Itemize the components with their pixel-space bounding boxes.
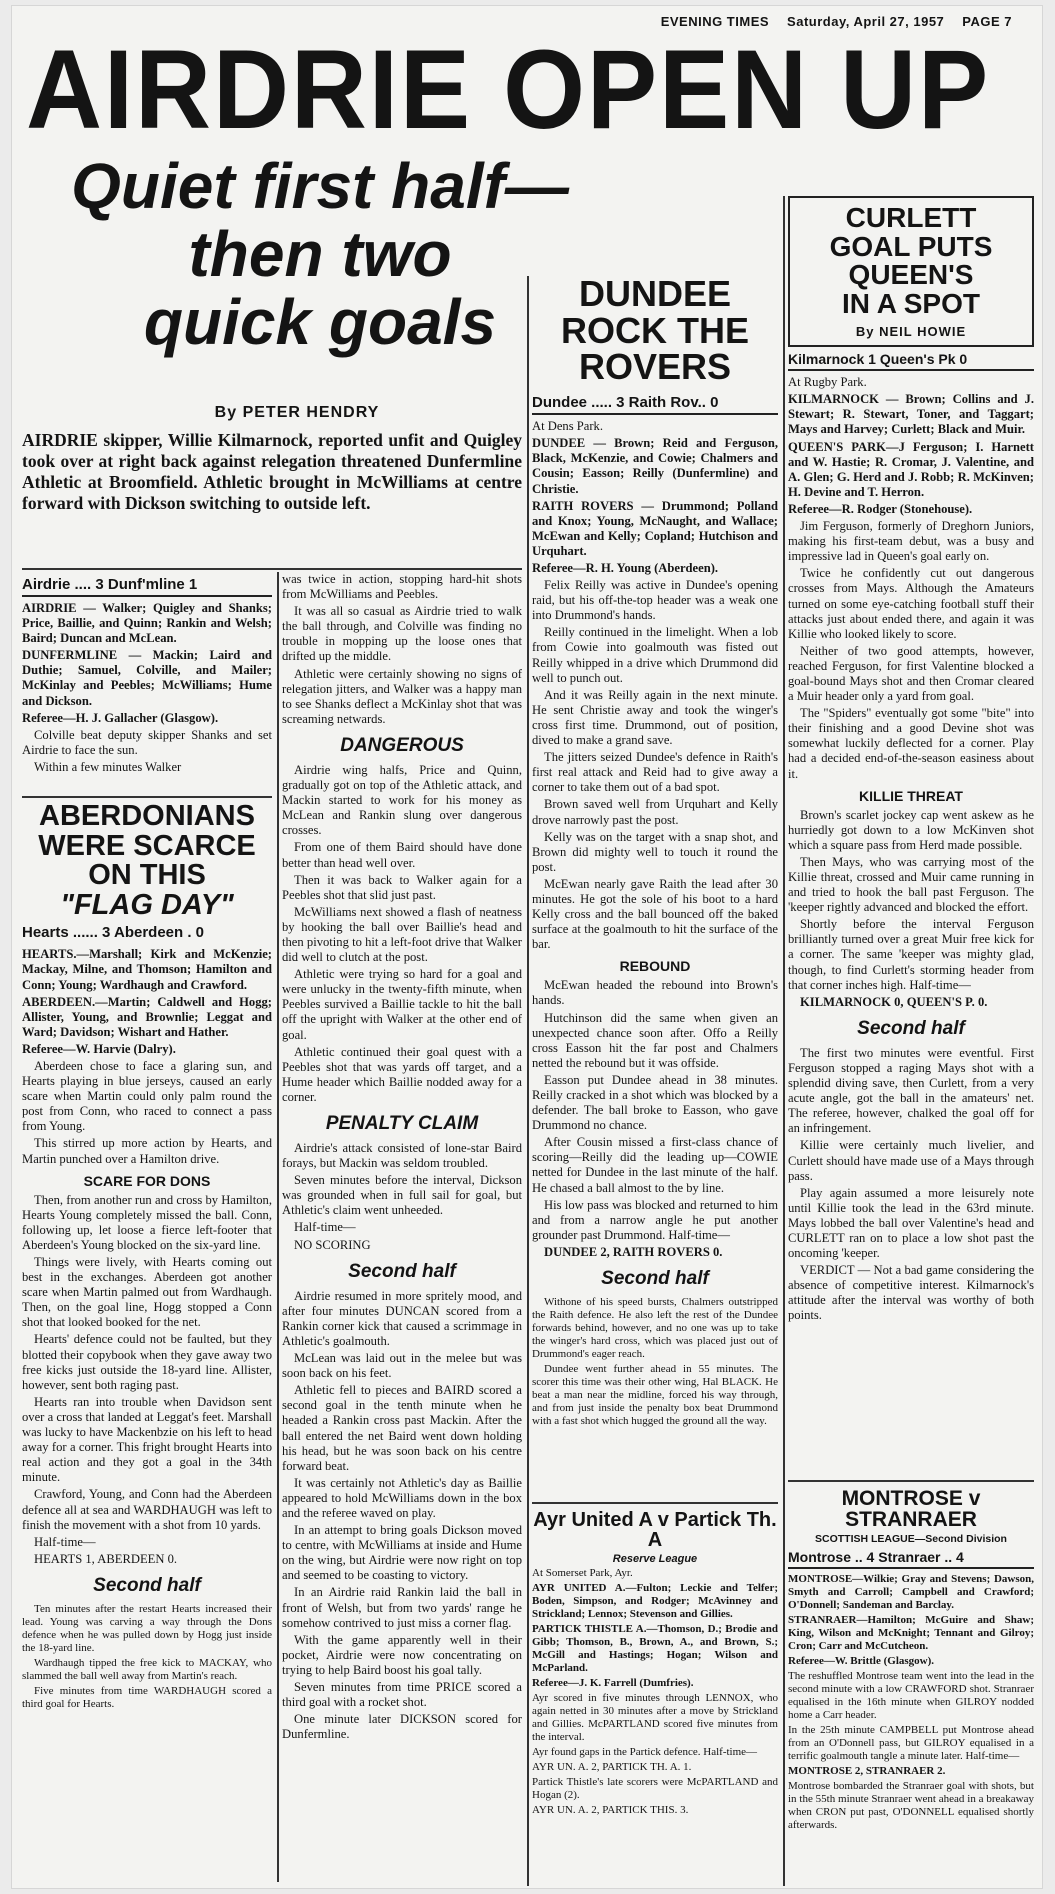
lead-intro-text: AIRDRIE skipper, Willie Kilmarnock, reported unfit and Quigley took over at right back against relegation threatened Dunfermline Athletic at Broomfield. Athletic brought in McWilliams at centre forward with Dickson switching to outside left. — [22, 430, 522, 513]
dundee-paragraph: Reilly continued in the limelight. When a lob from Cowie into goalmouth was fisted out Reilly whipped in a drive which Drummond did well to punch out. — [532, 625, 778, 685]
lead-halftime-result: NO SCORING — [294, 1237, 371, 1252]
curlett-paragraph: Shortly before the interval Ferguson brilliantly turned over a great Muir free kick for a corner. The same 'keeper was mighty glad, though, to find Curlett's storming header from that corner inches high. Half-time— — [788, 917, 1034, 992]
lead-halftime-label: Half-time— — [294, 1220, 356, 1235]
aberdeen-referee: Referee—W. Harvie (Dalry). — [22, 1041, 176, 1056]
dundee-paragraph: Brown saved well from Urquhart and Kelly drove narrowly past the post. — [532, 797, 778, 827]
curlett-paragraph: Twice he confidently cut out dangerous crosses from Mays. Although the Amateurs turned on some eye-catching football stuff their attacks just about ended there, and again it was Killie who looked likely to score. — [788, 566, 1034, 641]
curlett-paragraph: Brown's scarlet jockey cap went askew as he hurriedly got down to a low McKinven shot which a square pass from Herd made possible. — [788, 807, 1034, 852]
aberdeen-score: Hearts ...... 3 Aberdeen . 0 — [22, 924, 205, 942]
banner-headline: AIRDRIE OPEN UP — [26, 27, 991, 152]
column-rule — [277, 572, 279, 1882]
curlett-lineup-queens-park: QUEEN'S PARK—J Ferguson; I. Harnett and W. Hastie; R. Cromar, J. Valentine, and A. Glen; G. Herd and J. Robb; R. McKinven; H. Devine and T. Herron. — [788, 439, 1034, 499]
montrose-referee: Referee—W. Brittle (Glasgow). — [788, 1654, 935, 1667]
page-number: PAGE 7 — [962, 13, 1012, 29]
montrose-top-rule — [788, 1480, 1034, 1482]
aberdeen-paragraph: Aberdeen chose to face a glaring sun, and Hearts playing in blue jerseys, caused an early scare when Martin could only palm round the post from Conn, who raced to connect a pass from Young. — [22, 1058, 272, 1134]
lead-byline: By PETER HENDRY — [214, 404, 380, 421]
aberdeen-paragraph: Hearts' defence could not be faulted, but they blotted their copybook when they gave away two free kicks just outside the 18-yard line. Allister, however, sent both raging past. — [22, 1332, 272, 1392]
curlett-byline: By NEIL HOWIE — [855, 324, 967, 340]
aberdeen-subhead-scare: SCARE FOR DONS — [83, 1172, 211, 1189]
lead-paragraph: McWilliams next showed a flash of neatness by hooking the ball over Baillie's head and then pivoting to hit a left-foot drive that Walker did well to clutch at the post. — [282, 904, 522, 965]
dundee-subhead-second-half: Second half — [601, 1268, 709, 1290]
dundee-paragraph: Felix Reilly was active in Dundee's opening raid, but his off-the-top header was a weak one into Drummond's hands. — [532, 578, 778, 623]
lead-paragraph: Athletic fell to pieces and BAIRD scored a second goal in the tenth minute when he headed a Rankin cross past Mackin. After the ball entered the net Baird went down holding his head, but he was soon back on his centre forward beat. — [282, 1383, 522, 1473]
montrose-headline: MONTROSE v STRANRAER — [841, 1487, 981, 1532]
dundee-paragraph: His low pass was blocked and returned to him and from a narrow angle he put another grounder past Drummond. Half-time— — [532, 1197, 778, 1242]
lead-score: Airdrie .... 3 Dunf'mline 1 — [22, 576, 272, 597]
curlett-headline-box — [788, 196, 1034, 347]
dundee-paragraph: Dundee went further ahead in 55 minutes. The scorer this time was their other wing, Hal BLACK. He beat a man near the midline, forced his way through, and from just inside the penalty box beat Drummond with a fast shot which hugged the ground all the way. — [532, 1363, 778, 1428]
ayr-league: Reserve League — [612, 1552, 698, 1565]
aberdeen-lineup-hearts: HEARTS.—Marshall; Kirk and McKenzie; Mackay, Milne, and Thomson; Hamilton and Conn; Young; Wardhaugh and Crawford. — [22, 947, 272, 992]
ayr-top-rule — [532, 1502, 778, 1504]
curlett-score: Kilmarnock 1 Queen's Pk 0 — [788, 351, 1034, 371]
dundee-lineup-dundee: DUNDEE — Brown; Reid and Ferguson, Black, McKenzie, and Cowie; Chalmers and Cousin; Easson; Reilly (Dunfermline) and Christie. — [532, 436, 778, 496]
aberdeen-subhead-second-half: Second half — [93, 1574, 201, 1596]
lead-paragraph: was twice in action, stopping hard-hit shots from McWilliams and Peebles. — [282, 572, 522, 602]
lead-lineup-airdrie: AIRDRIE — Walker; Quigley and Shanks; Price, Baillie, and Quinn; Rankin and Welsh; Baird; Duncan and McLean. — [22, 601, 272, 646]
aberdeen-paragraph: Hearts ran into trouble when Davidson sent over a cross that landed at Leggat's feet. Marshall was lucky to have Mackenbzie on his left to head away for a corner. This fright brought Hearts into real action and they got a goal in the 34th minute. — [22, 1394, 272, 1485]
issue-date: Saturday, April 27, 1957 — [787, 13, 945, 29]
aberdeen-paragraph: Ten minutes after the restart Hearts increased their lead. Young was carving a way through the Dons defence when he was pulled down by Hogg just inside the 18-yard line. — [22, 1602, 272, 1654]
aberdeen-paragraph: This stirred up more action by Hearts, and Martin punched over a Hamilton drive. — [22, 1136, 272, 1166]
curlett-halftime-result: KILMARNOCK 0, QUEEN'S P. 0. — [800, 994, 988, 1009]
dundee-paragraph: Kelly was on the target with a snap shot, and Brown did mighty well to touch it round the post. — [532, 829, 778, 874]
curlett-paragraph: The first two minutes were eventful. First Ferguson stopped a raging Mays shot with a splendid diving save, then Curlett, from a very acute angle, got the ball in the amateurs' net. The referee, however, chalked the goal off for an infringement. — [788, 1045, 1034, 1136]
dundee-headline-line-1: DUNDEE — [578, 276, 731, 314]
lead-paragraph: Colville beat deputy skipper Shanks and set Airdrie to face the sun. — [22, 727, 272, 757]
lead-paragraph: Athletic were trying so hard for a goal and were unlucky in the twenty-fifth minute, when Peebles survived a Baillie tackle to hit the ball off the upright with Walker at the other end of goal. — [282, 967, 522, 1042]
curlett-paragraph: The "Spiders" eventually got some "bite" into their finishing and a good Devine shot was somewhat luckily deflected for a corner. Play had a decided end-of-the-season easiness about it. — [788, 706, 1034, 781]
ayr-paragraph: Ayr found gaps in the Partick defence. Half-time— — [532, 1745, 758, 1758]
lead-paragraph: Airdrie resumed in more spritely mood, and after four minutes DUNCAN scored from a Rankin corner kick that caused a scrimmage in Athletic's goalmouth. — [282, 1288, 522, 1348]
aberdeen-paragraph: Five minutes from time WARDHAUGH scored a third goal for Hearts. — [22, 1684, 272, 1710]
dundee-halftime-result: DUNDEE 2, RAITH ROVERS 0. — [544, 1244, 723, 1259]
lead-referee: Referee—H. J. Gallacher (Glasgow). — [22, 710, 219, 725]
ayr-lineup-partick: PARTICK THISTLE A.—Thomson, D.; Brodie and Gibb; Thomson, B., Brown, A., and Brown, S.; McGill and Hastings; Hogan; Wilson and McParland. — [532, 1622, 778, 1674]
dundee-subhead-rebound: REBOUND — [619, 958, 691, 975]
lead-paragraph: Seven minutes before the interval, Dickson was grounded when in full sail for goal, but Athletic's claim went unheeded. — [282, 1173, 522, 1218]
curlett-paragraph: Jim Ferguson, formerly of Dreghorn Juniors, making his first-team debut, was a busy and impressive lad in Queen's goal early on. — [788, 519, 1034, 564]
ayr-referee: Referee—J. K. Farrell (Dumfries). — [532, 1676, 694, 1689]
dundee-referee: Referee—R. H. Young (Aberdeen). — [532, 561, 719, 575]
lead-headline — [60, 152, 580, 362]
lead-intro-rule — [22, 568, 522, 570]
aberdeen-halftime-result: HEARTS 1, ABERDEEN 0. — [34, 1551, 178, 1566]
montrose-score: Montrose .. 4 Stranraer .. 4 — [788, 1549, 1034, 1569]
curlett-paragraph: Play again assumed a more leisurely note until Killie took the lead in the 63rd minute. Mays lobbed the ball over Valentine's head and CURLETT ran on to place a low shot past the oncoming 'keeper. — [788, 1185, 1034, 1261]
dundee-venue: At Dens Park. — [532, 419, 604, 434]
curlett-venue: At Rugby Park. — [788, 375, 867, 390]
montrose-paragraph: The reshuffled Montrose team went into the lead in the second minute with a low CRAWFORD shot. Stranraer equalised in the 16th minute when GILROY nodded home a Carr header. — [788, 1669, 1034, 1721]
ayr-story — [532, 1502, 778, 1886]
curlett-headline-line-4: IN A SPOT — [842, 287, 980, 319]
curlett-headline-line-3: QUEEN'S — [848, 259, 974, 291]
curlett-headline-line-2: GOAL PUTS — [829, 230, 993, 262]
montrose-lineup-stranraer: STRANRAER—Hamilton; McGuire and Shaw; King, Wilson and McKnight; Tennant and Gilroy; Cron; Carr and McCutcheon. — [788, 1613, 1034, 1652]
aberdeen-headline-line-1: ABERDONIANS — [39, 800, 255, 832]
ayr-halftime-result: AYR UN. A. 2, PARTICK TH. A. 1. — [532, 1760, 692, 1773]
ayr-final-result: AYR UN. A. 2, PARTICK THIS. 3. — [532, 1803, 689, 1816]
ayr-headline: Ayr United A v Partick Th. A — [533, 1509, 777, 1552]
column-rule — [783, 196, 785, 1886]
aberdeen-paragraph: Wardhaugh tipped the free kick to MACKAY, who slammed the ball well away from Martin's reach. — [22, 1656, 272, 1682]
lead-paragraph: Within a few minutes Walker — [34, 759, 182, 774]
dundee-paragraph: Hutchinson did the same when given an unexpected chance soon after. Offo a Reilly cross Easson hit the far post and Chalmers netted the rebound but it was offside. — [532, 1010, 778, 1070]
lead-paragraph: McLean was laid out in the melee but was soon back on his feet. — [282, 1351, 522, 1381]
newspaper-page — [12, 6, 1042, 1888]
dundee-score: Dundee ..... 3 Raith Rov.. 0 — [532, 394, 778, 415]
lead-column-1 — [22, 572, 272, 796]
montrose-halftime-result: MONTROSE 2, STRANRAER 2. — [788, 1764, 946, 1777]
montrose-league: SCOTTISH LEAGUE—Second Division — [815, 1532, 1007, 1545]
lead-intro — [22, 430, 522, 570]
aberdeen-paragraph: Then, from another run and cross by Hamilton, Hearts Young completely missed the ball. Conn, following up, let loose a fierce left-footer that Aberdeen's Young blocked on the six-yard line. — [22, 1192, 272, 1252]
curlett-headline-line-1: CURLETT — [845, 202, 977, 233]
dundee-headline-line-3: ROVERS — [578, 346, 732, 388]
dundee-paragraph: The jitters seized Dundee's defence in Raith's first real attack and Reid had to give away a corner to take them out of a bad spot. — [532, 750, 778, 795]
ayr-paragraph: Ayr scored in five minutes through LENNOX, who again netted in 30 minutes after a move by Strickland and Gillies. McPARTLAND scored five minutes from the interval. — [532, 1691, 778, 1743]
dundee-paragraph: Withone of his speed bursts, Chalmers outstripped the Raith defence. He also left the rest of the Dundee forwards behind, however, and no one was up to take the winger's hard cross, which was placed just out of Drummond's eager reach. — [532, 1296, 778, 1361]
curlett-paragraph: Then Mays, who was carrying most of the Killie threat, crossed and Muir came running in and tried to hook the ball past Ferguson. The 'keeper rightly advanced and blocked the effort. — [788, 854, 1034, 915]
lead-headline-line-3: quick goals — [143, 286, 497, 358]
lead-paragraph: Airdrie's attack consisted of lone-star Baird forays, but Mackin was seldom troubled. — [282, 1141, 522, 1171]
dundee-paragraph: After Cousin missed a first-class chance of scoring—Reilly did the leading up—COWIE netted for Dundee in the last minute of the half. He chased a ball almost to the by line. — [532, 1135, 778, 1195]
lead-paragraph: With the game apparently well in their pocket, Airdrie were now concentrating on trying to help Baird boost his goal tally. — [282, 1632, 522, 1677]
aberdeen-top-rule — [22, 796, 272, 798]
lead-subhead-penalty: PENALTY CLAIM — [325, 1113, 479, 1134]
lead-paragraph: In an Airdrie raid Rankin laid the ball in front of Welsh, but from two yards' range he somehow contrived to just miss a corner flag. — [282, 1585, 522, 1630]
curlett-story — [788, 196, 1034, 1476]
curlett-subhead-second-half: Second half — [857, 1017, 965, 1039]
aberdeen-headline-line-2: WERE SCARCE — [38, 829, 256, 862]
aberdeen-story — [22, 796, 272, 1886]
montrose-lineup-montrose: MONTROSE—Wilkie; Gray and Stevens; Dawson, Smyth and Carroll; Campbell and Crawford; O'Donnell; Sandeman and Barclay. — [788, 1572, 1034, 1611]
aberdeen-headline-line-3: ON THIS — [88, 859, 206, 892]
lead-paragraph: It was all so casual as Airdrie tried to walk the ball through, and Colville was finding no trouble in mopping up the loose ones that drifted up the middle. — [282, 604, 522, 664]
lead-headline-line-1: Quiet first half— — [71, 152, 569, 222]
dundee-story — [532, 276, 778, 1498]
dundee-lineup-raith: RAITH ROVERS — Drummond; Polland and Knox; Young, McNaught, and Wallace; McEwan and Kelly; Copland; Hutchison and Urquhart. — [532, 498, 778, 558]
curlett-paragraph: Neither of two good attempts, however, reached Ferguson, for first Valentine blocked a goal-bound Mays shot and then Cromar cleared a Muir header only a yard from goal. — [788, 643, 1034, 704]
ayr-lineup-ayr: AYR UNITED A.—Fulton; Leckie and Telfer; Boden, Simpson, and Rodger; McAvinney and Strickland; Lennox; Stevenson and Gillies. — [532, 1581, 778, 1620]
montrose-paragraph: In the 25th minute CAMPBELL put Montrose ahead from an O'Donnell pass, but GILROY equalised in a terrific goalmouth tangle a minute later. Half-time— — [788, 1723, 1034, 1762]
column-rule — [527, 276, 529, 1886]
curlett-lineup-kilmarnock: KILMARNOCK — Brown; Collins and J. Stewart; R. Stewart, Toner, and Taggart; Mays and Harvey; Curlett; Black and Muir. — [788, 392, 1034, 437]
curlett-paragraph: Killie were certainly much livelier, and Curlett should have made use of a Mays through pass. — [788, 1138, 1034, 1183]
lead-paragraph: It was certainly not Athletic's day as Baillie appeared to hold McWilliams down in the box and the referee waved on play. — [282, 1475, 522, 1520]
lead-paragraph: Seven minutes from time PRICE scored a third goal with a rocket shot. — [282, 1680, 522, 1710]
lead-paragraph: Athletic were certainly showing no signs of relegation jitters, and Walker was a happy man to see Shanks deflect a McKinlay shot that was screaming netwards. — [282, 666, 522, 726]
aberdeen-headline-line-4: "FLAG DAY" — [60, 888, 234, 921]
lead-paragraph: One minute later DICKSON scored for Dunfermline. — [282, 1712, 522, 1742]
ayr-venue: At Somerset Park, Ayr. — [532, 1566, 633, 1579]
montrose-paragraph: Montrose bombarded the Stranraer goal with shots, but in the 55th minute Stranraer went ahead in a breakaway when CRON put past, O'DONNELL equalised shortly afterwards. — [788, 1779, 1034, 1831]
lead-paragraph: Then it was back to Walker again for a Peebles shot that slid just past. — [282, 872, 522, 902]
aberdeen-lineup-aberdeen: ABERDEEN.—Martin; Caldwell and Hogg; Allister, Young, and Brownlie; Leggat and Ward; Davidson; Wishart and Hather. — [22, 994, 272, 1039]
ayr-paragraph: Partick Thistle's late scorers were McPARTLAND and Hogan (2). — [532, 1775, 778, 1801]
aberdeen-paragraph: Things were lively, with Hearts coming out best in the exchanges. Aberdeen got another scare when Martin palmed out from Wardhaugh. Then, on the goal line, Hogg stopped a Conn shot that looked booked for the net. — [22, 1255, 272, 1330]
lead-paragraph: Athletic continued their goal quest with a Peebles shot that was yards off target, and a Hume header which Baillie nodded away for a corner. — [282, 1044, 522, 1104]
curlett-subhead-killie: KILLIE THREAT — [859, 787, 963, 804]
aberdeen-paragraph: Crawford, Young, and Conn had the Aberdeen defence all at sea and WARDHAUGH was left to finish the movement with a shot from 10 yards. — [22, 1487, 272, 1532]
dundee-paragraph: And it was Reilly again in the next minute. He sent Christie away and took the winger's cross first time. Drummond, out of position, dived to make a grand save. — [532, 687, 778, 748]
curlett-referee: Referee—R. Rodger (Stonehouse). — [788, 501, 973, 516]
curlett-paragraph: VERDICT — Not a bad game considering the absence of competitive interest. Kilmarnock's attitude after the interval was worthy of both points. — [788, 1263, 1034, 1323]
paper-name: EVENING TIMES — [660, 13, 770, 29]
aberdeen-halftime-label: Half-time— — [34, 1534, 96, 1549]
dundee-paragraph: McEwan nearly gave Raith the lead after 30 minutes. He got the sole of his boot to a hard Kelly cross and the ball bounced off the baked surface at the goalmouth to hit the surface of the bar. — [532, 876, 778, 952]
lead-subhead-second-half: Second half — [348, 1260, 456, 1282]
lead-paragraph: From one of them Baird should have done better than head well over. — [282, 840, 522, 870]
lead-paragraph: In an attempt to bring goals Dickson moved to centre, with McWilliams at inside and Hume on the wing, but Airdrie were now right on top and seemed to be coasting to victory. — [282, 1523, 522, 1583]
lead-paragraph: Airdrie wing halfs, Price and Quinn, gradually got on top of the Athletic attack, and Mackin started to work for his money as McLean and Rankin slung over dangerous crosses. — [282, 762, 522, 838]
dundee-paragraph: Easson put Dundee ahead in 38 minutes. Reilly cracked in a shot which was blocked by a defender. The ball broke to Easson, who gave Drummond no chance. — [532, 1072, 778, 1133]
dundee-headline-line-2: ROCK THE — [561, 309, 749, 351]
lead-lineup-dunfermline: DUNFERMLINE — Mackin; Laird and Duthie; Samuel, Colville, and Mailer; McKinlay and Peebles; McWilliams; Hume and Dickson. — [22, 648, 272, 708]
dundee-paragraph: McEwan headed the rebound into Brown's hands. — [532, 978, 778, 1008]
lead-headline-line-2: then two — [188, 218, 452, 290]
lead-column-2 — [282, 572, 522, 1886]
lead-subhead-dangerous: DANGEROUS — [340, 734, 464, 756]
montrose-story — [788, 1480, 1034, 1886]
